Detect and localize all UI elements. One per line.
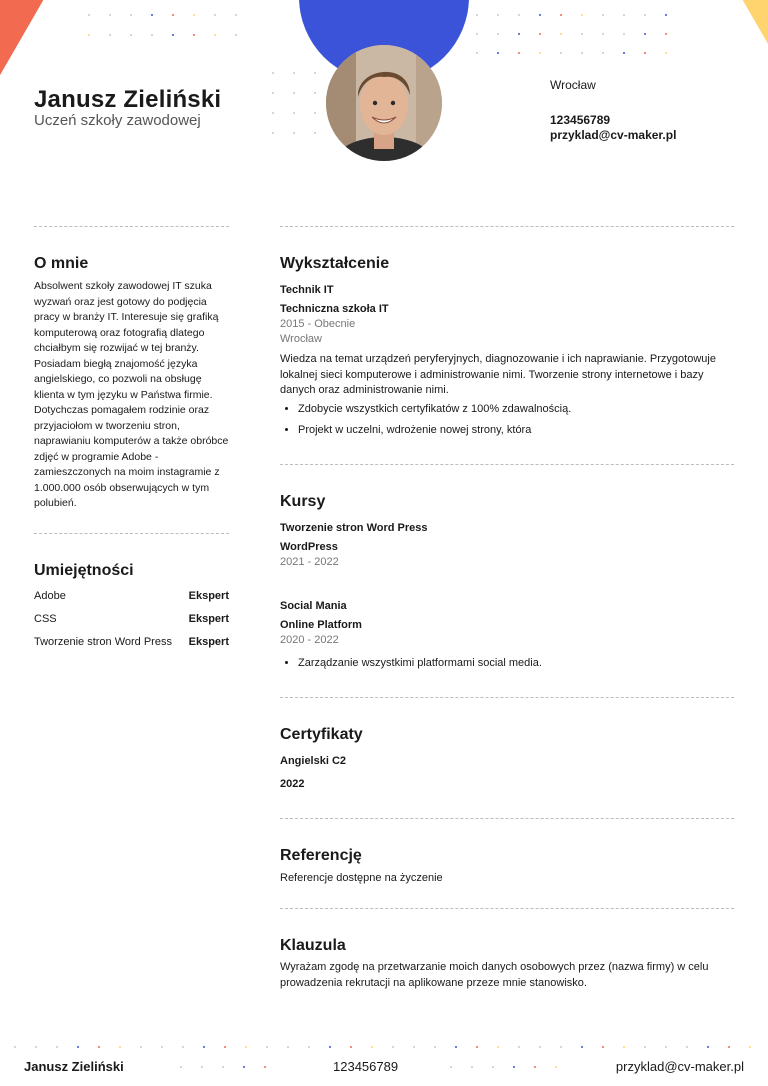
decor-dot <box>172 34 174 36</box>
decor-dot <box>581 33 583 35</box>
decor-dot <box>686 1046 688 1048</box>
orange-corner-shape <box>0 0 78 90</box>
decor-dot <box>455 1046 457 1048</box>
decor-dot <box>222 1066 224 1068</box>
decor-dot <box>56 1046 58 1048</box>
decor-dot <box>476 1046 478 1048</box>
header-name: Janusz Zieliński <box>34 86 222 113</box>
decor-dot <box>224 1046 226 1048</box>
education-bullets <box>280 402 734 444</box>
decor-dot <box>193 14 195 16</box>
skill-row <box>34 590 229 602</box>
decor-dot <box>492 1066 494 1068</box>
decor-dot <box>308 1046 310 1048</box>
decor-dot <box>749 1046 751 1048</box>
decor-dot <box>140 1046 142 1048</box>
certificates-title: Certyfikaty <box>280 726 363 743</box>
profile-photo-icon <box>326 45 442 161</box>
references-title: Referencję <box>280 847 362 864</box>
decor-dot <box>35 1046 37 1048</box>
decor-dot <box>314 72 316 74</box>
decor-dot <box>293 112 295 114</box>
education-school: Techniczna szkoła IT <box>280 303 389 315</box>
decor-dot <box>151 34 153 36</box>
decor-dot <box>560 14 562 16</box>
education-dates: 2015 - Obecnie <box>280 318 356 330</box>
decor-dot <box>77 1046 79 1048</box>
course-dates: 2021 - 2022 <box>280 556 339 568</box>
footer-phone: 123456789 <box>333 1059 399 1074</box>
decor-dot <box>371 1046 373 1048</box>
decor-dot <box>264 1066 266 1068</box>
list-item: • Zarządzanie wszystkimi platformami social media. <box>298 656 734 671</box>
header-city: Wrocław <box>550 78 596 92</box>
decor-dot <box>476 33 478 35</box>
decor-dot <box>151 14 153 16</box>
decor-dot <box>272 72 274 74</box>
decor-dot <box>193 34 195 36</box>
header-phone: 123456789 <box>550 113 611 127</box>
decor-dot <box>314 132 316 134</box>
decor-dot <box>539 33 541 35</box>
skill-row <box>34 613 229 625</box>
decor-dot <box>109 34 111 36</box>
education-degree: Technik IT <box>280 284 334 296</box>
decor-dot <box>314 92 316 94</box>
header-role: Uczeń szkoły zawodowej <box>34 112 201 129</box>
decor-dot <box>539 52 541 54</box>
decor-dot <box>293 92 295 94</box>
decor-dot <box>560 52 562 54</box>
decor-dot <box>644 33 646 35</box>
decor-dot <box>235 34 237 36</box>
decor-dot <box>644 52 646 54</box>
about-title: O mnie <box>34 255 89 272</box>
decor-dot <box>392 1046 394 1048</box>
decor-dot <box>314 112 316 114</box>
skills-title: Umiejętności <box>34 562 134 579</box>
decor-dot <box>581 52 583 54</box>
decor-dot <box>518 33 520 35</box>
course-provider: Online Platform <box>280 619 362 631</box>
decor-dot <box>623 52 625 54</box>
divider-courses <box>280 697 734 698</box>
education-title: Wykształcenie <box>280 255 390 272</box>
footer-name: Janusz Zieliński <box>24 1059 124 1074</box>
decor-dot <box>88 14 90 16</box>
decor-dot <box>707 1046 709 1048</box>
decor-dot <box>109 14 111 16</box>
decor-dot <box>602 14 604 16</box>
course-name: Social Mania <box>280 600 347 612</box>
decor-dot <box>539 14 541 16</box>
decor-dot <box>555 1066 557 1068</box>
decor-dot <box>119 1046 121 1048</box>
decor-dot <box>293 132 295 134</box>
decor-dot <box>476 14 478 16</box>
decor-dot <box>644 1046 646 1048</box>
decor-dot <box>182 1046 184 1048</box>
list-item: • Zdobycie wszystkich certyfikatów z 100% zdawalnością. <box>298 402 734 417</box>
course-name: Tworzenie stron Word Press <box>280 522 428 534</box>
footer-email[interactable]: przyklad@cv-maker.pl <box>615 1059 744 1074</box>
decor-dot <box>581 1046 583 1048</box>
skill-row <box>34 636 229 648</box>
certificate-name: Angielski C2 <box>280 755 347 767</box>
list-item: • Projekt w uczelni, wdrożenie nowej strony, która <box>298 423 734 438</box>
decor-dot <box>434 1046 436 1048</box>
decor-dot <box>350 1046 352 1048</box>
decor-dot <box>130 14 132 16</box>
decor-dot <box>581 14 583 16</box>
decor-dot <box>644 14 646 16</box>
decor-dot <box>214 14 216 16</box>
decor-dot <box>497 33 499 35</box>
skill-level: Ekspert <box>188 636 229 648</box>
decor-dot <box>235 14 237 16</box>
decor-dot <box>272 112 274 114</box>
decor-dot <box>534 1066 536 1068</box>
skill-level: Ekspert <box>188 613 229 625</box>
skill-level: Ekspert <box>188 590 229 602</box>
education-city: Wrocław <box>280 333 322 345</box>
decor-dot <box>560 1046 562 1048</box>
header-email[interactable]: przyklad@cv-maker.pl <box>550 128 677 142</box>
skill-name: Tworzenie stron Word Press <box>34 636 172 648</box>
divider-left-mid <box>34 533 229 534</box>
divider-education <box>280 464 734 465</box>
decor-dot <box>513 1066 515 1068</box>
decor-dot <box>293 72 295 74</box>
decor-dot <box>413 1046 415 1048</box>
decor-dot <box>623 33 625 35</box>
decor-dot <box>539 1046 541 1048</box>
decor-dot <box>266 1046 268 1048</box>
decor-dot <box>180 1066 182 1068</box>
yellow-corner-shape <box>708 0 768 90</box>
decor-dot <box>623 14 625 16</box>
decor-dot <box>602 52 604 54</box>
decor-dot <box>476 52 478 54</box>
about-text: Absolwent szkoły zawodowej IT szuka wyzwań oraz jest gotowy do podjęcia pracy w branży IT. Interesuje się grafiką komputerową oraz fotografią dlatego chciałbym się rozwijać w tej branży. Posiadam biegłą znajomość języka angielskiego, co pozwoli na obsługę klienta w tym języku w Państwa firmie. Dotychczas pomagałem rodzinie oraz przyjaciołom w tworzeniu stron, naprawianiu komputerów a także obróbce zdjęć w programie Adobe - zamieszczonych na moim instagramie z 1.000.000 osób obserwujących w tym polubień. <box>34 280 229 509</box>
divider-left-top <box>34 226 229 227</box>
decor-dot <box>245 1046 247 1048</box>
decor-dot <box>497 1046 499 1048</box>
decor-dot <box>214 34 216 36</box>
course-bullets <box>280 656 734 677</box>
decor-dot <box>471 1066 473 1068</box>
divider-right-top <box>280 226 734 227</box>
certificate-year: 2022 <box>280 778 305 790</box>
decor-dot <box>665 52 667 54</box>
decor-dot <box>287 1046 289 1048</box>
decor-dot <box>602 33 604 35</box>
references-text: Referencje dostępne na życzenie <box>280 872 443 884</box>
decor-dot <box>130 34 132 36</box>
decor-dot <box>728 1046 730 1048</box>
decor-dot <box>665 1046 667 1048</box>
decor-dot <box>98 1046 100 1048</box>
decor-dot <box>272 132 274 134</box>
education-description: Wiedza na temat urządzeń peryferyjnych, diagnozowanie i ich naprawianie. Przygotowuje lokalnej sieci komputerowe i administrowanie nimi. Tworzenie strony internetowe i bazy danych oraz administrowanie nimi. <box>280 353 716 396</box>
decor-dot <box>665 14 667 16</box>
decor-dot <box>172 14 174 16</box>
decor-dot <box>497 14 499 16</box>
decor-dot <box>14 1046 16 1048</box>
clause-title: Klauzula <box>280 937 346 954</box>
decor-dot <box>329 1046 331 1048</box>
decor-dot <box>272 92 274 94</box>
decor-dot <box>201 1066 203 1068</box>
divider-references <box>280 908 734 909</box>
decor-dot <box>665 33 667 35</box>
skill-name: CSS <box>34 613 57 625</box>
divider-certificates <box>280 818 734 819</box>
decor-dot <box>623 1046 625 1048</box>
course-dates: 2020 - 2022 <box>280 634 339 646</box>
decor-dot <box>450 1066 452 1068</box>
decor-dot <box>518 1046 520 1048</box>
skill-name: Adobe <box>34 590 66 602</box>
decor-dot <box>161 1046 163 1048</box>
courses-title: Kursy <box>280 493 326 510</box>
decor-dot <box>518 52 520 54</box>
decor-dot <box>518 14 520 16</box>
decor-dot <box>560 33 562 35</box>
profile-photo <box>326 45 442 161</box>
course-provider: WordPress <box>280 541 338 553</box>
decor-dot <box>243 1066 245 1068</box>
clause-text: Wyrażam zgodę na przetwarzanie moich danych osobowych przez (nazwa firmy) w celu prowadzenia rekrutacji na aplikowane przeze mnie stanowisko. <box>280 961 709 989</box>
decor-dot <box>497 52 499 54</box>
decor-dot <box>203 1046 205 1048</box>
decor-dot <box>88 34 90 36</box>
decor-dot <box>602 1046 604 1048</box>
